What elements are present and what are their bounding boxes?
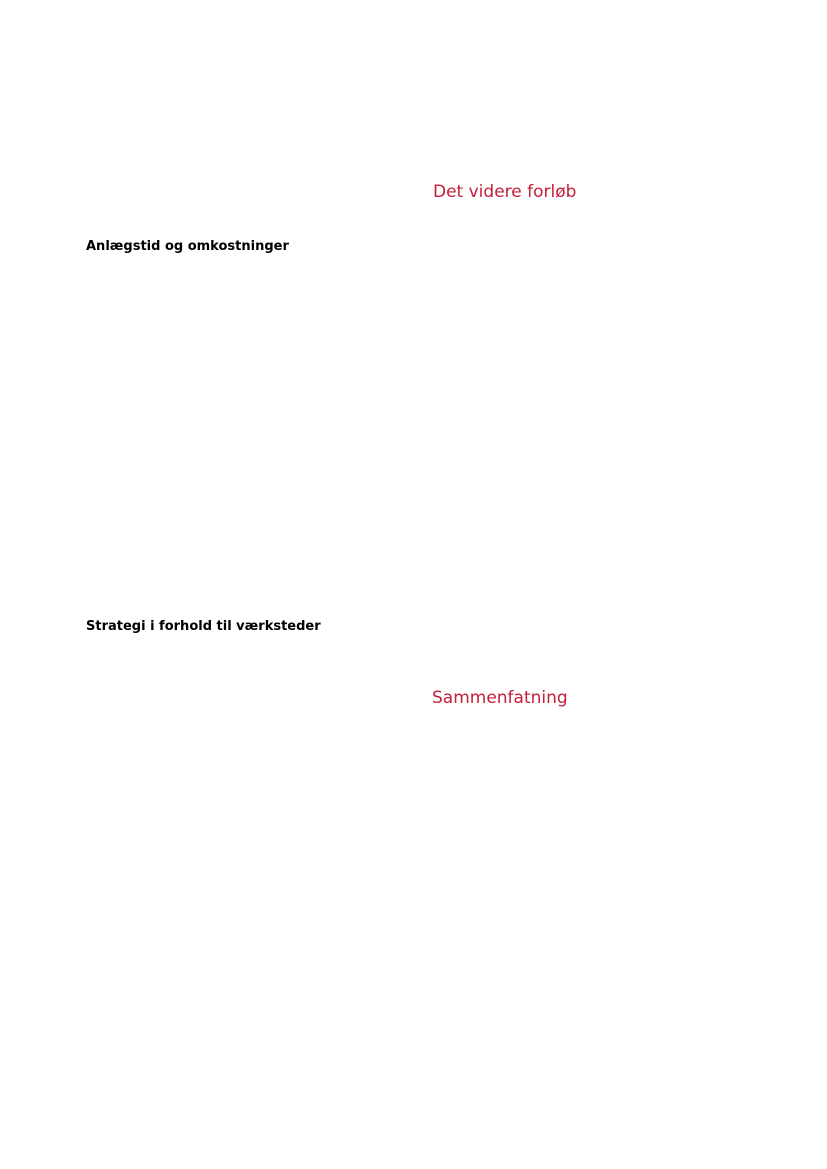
section-heading-det-videre-forloeb: Det videre forløb [433,182,577,202]
subheading-anlaegstid-og-omkostninger: Anlægstid og omkostninger [86,239,289,254]
section-heading-sammenfatning: Sammenfatning [432,688,568,708]
subheading-strategi-vaerksteder: Strategi i forhold til værksteder [86,619,321,634]
